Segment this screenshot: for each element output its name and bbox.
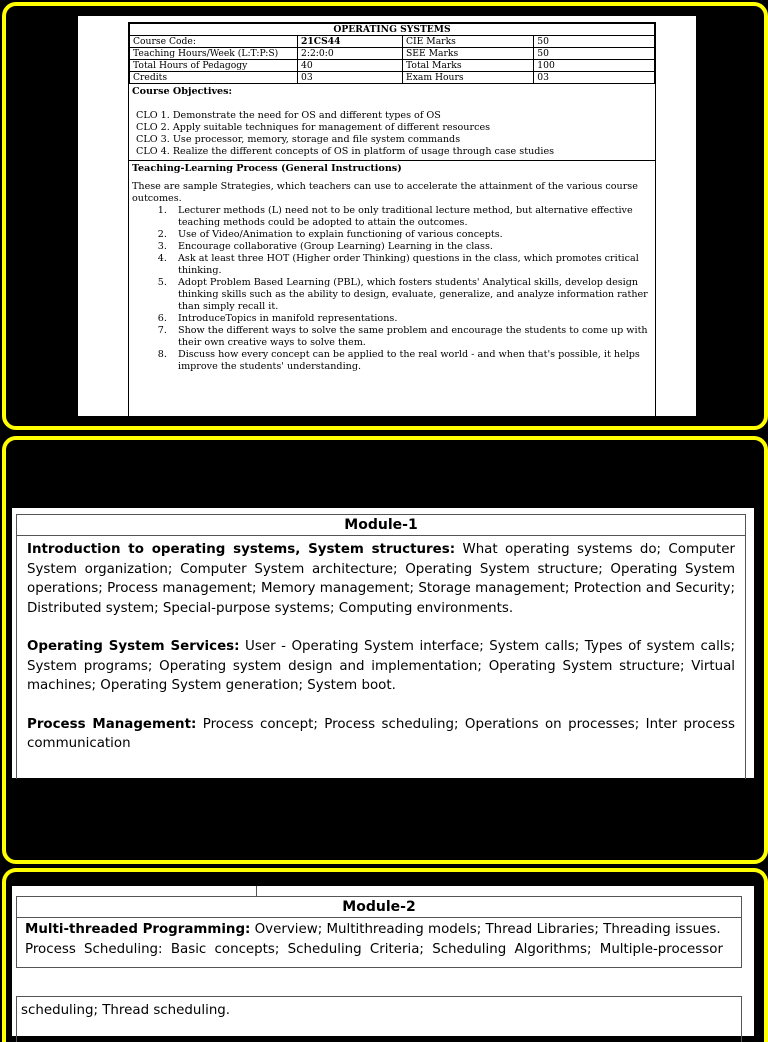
topic-heading: Multi-threaded Programming: <box>25 922 251 937</box>
table-cell: SEE Marks <box>403 48 534 60</box>
clo-item: CLO 2. Apply suitable techniques for management of different resources <box>136 122 491 133</box>
clo-list <box>132 110 652 158</box>
list-item: 1. Lecturer methods (L) need not to be only traditional lecture method, but alternative effective teaching methods could be adopted to attain the outcomes. <box>170 205 652 229</box>
table-cell: Total Marks <box>403 60 534 72</box>
table-cell: 21CS44 <box>298 36 403 48</box>
table-cell: Course Code: <box>130 36 298 48</box>
objectives-heading: Course Objectives: <box>132 86 233 97</box>
clo-item: CLO 3. Use processor, memory, storage and file system commands <box>136 134 461 145</box>
module-2-line-2: Process Scheduling: Basic concepts; Scheduling Criteria; Scheduling Algorithms; Multiple-processor <box>25 941 723 957</box>
list-item: 5. Adopt Problem Based Learning (PBL), which fosters students' Analytical skills, develop design thinking skills such as the ability to design, evaluate, generalize, and analyze information rather than simply recall it. <box>170 277 652 313</box>
module-1-body <box>17 536 745 777</box>
module-1-title: Module-1 <box>17 515 745 536</box>
list-item: 8. Discuss how every concept can be applied to the real world - and when that's possible, it helps improve the students' understanding. <box>170 349 652 373</box>
module-2-line-1 <box>25 920 733 940</box>
list-item: 3. Encourage collaborative (Group Learning) Learning in the class. <box>170 241 652 253</box>
list-item: 4. Ask at least three HOT (Higher order Thinking) questions in the class, which promotes critical thinking. <box>170 253 652 277</box>
table-row <box>130 36 655 48</box>
module-2-body <box>17 918 741 961</box>
topic-text: User - Operating System interface; System calls; Types of system calls; System programs; Operating system design and implementation; Operating System structure; Virtual machines; Operating System generation; System boot. <box>27 639 736 693</box>
topic-paragraph <box>27 540 735 618</box>
table-cell: CIE Marks <box>403 36 534 48</box>
course-objectives <box>129 84 655 160</box>
topic-text: Overview; Multithreading models; Thread Libraries; Threading issues. <box>250 922 721 937</box>
module-1-panel <box>2 436 768 864</box>
syllabus-frame <box>128 22 656 417</box>
list-item: 2. Use of Video/Animation to explain functioning of various concepts. <box>170 229 652 241</box>
table-cell: 100 <box>534 60 655 72</box>
topic-text: What operating systems do; Computer System organization; Computer System architecture; Operating System structure; Operating System operations; Process management; Memory management; Storage management; Protection and Security; Distributed system; Special-purpose systems; Computing environments. <box>27 542 735 616</box>
module-1-page <box>12 508 754 778</box>
module-2-continuation: scheduling; Thread scheduling. <box>21 1003 231 1018</box>
syllabus-panel <box>2 2 768 430</box>
table-row <box>130 60 655 72</box>
table-cell: 03 <box>534 72 655 84</box>
topic-heading: Operating System Services: <box>27 639 240 654</box>
strategy-list <box>132 205 652 373</box>
table-cell: 50 <box>534 48 655 60</box>
topic-paragraph <box>27 637 735 696</box>
module-2-page <box>12 886 754 1036</box>
clo-item: CLO 4. Realize the different concepts of OS in platform of usage through case studies <box>136 146 555 157</box>
topic-heading: Process Management: <box>27 716 197 732</box>
table-cell: Total Hours of Pedagogy <box>130 60 298 72</box>
list-item: 7. Show the different ways to solve the same problem and encourage the students to come up with their own creative ways to solve them. <box>170 325 652 349</box>
table-row <box>130 48 655 60</box>
table-cell: 2:2:0:0 <box>298 48 403 60</box>
module-2-title: Module-2 <box>17 897 741 918</box>
table-cell: Exam Hours <box>403 72 534 84</box>
topic-heading: Introduction to operating systems, System structures: <box>27 542 456 557</box>
tlp-heading: Teaching-Learning Process (General Instructions) <box>132 163 402 174</box>
course-info-table <box>129 23 655 84</box>
table-cell: 40 <box>298 60 403 72</box>
topic-text: Process concept; Process scheduling; Operations on processes; Inter process communication <box>27 716 735 751</box>
module-2-panel <box>2 868 768 1042</box>
module-2-frame <box>16 896 742 968</box>
table-cell: Credits <box>130 72 298 84</box>
table-cell: 50 <box>534 36 655 48</box>
topic-paragraph <box>27 715 735 754</box>
table-cell: Teaching Hours/Week (L:T:P:S) <box>130 48 298 60</box>
list-item: 6. IntroduceTopics in manifold representations. <box>170 313 652 325</box>
table-row <box>130 72 655 84</box>
clo-item: CLO 1. Demonstrate the need for OS and different types of OS <box>136 110 441 121</box>
course-title: OPERATING SYSTEMS <box>130 24 655 36</box>
teaching-learning-process <box>129 160 655 375</box>
module-2-continuation-frame <box>16 996 742 1042</box>
column-divider <box>256 886 257 896</box>
syllabus-page <box>78 16 696 416</box>
module-1-frame <box>16 514 746 779</box>
tlp-intro: These are sample Strategies, which teachers can use to accelerate the attainment of the various course outcomes. <box>132 181 638 204</box>
table-cell: 03 <box>298 72 403 84</box>
